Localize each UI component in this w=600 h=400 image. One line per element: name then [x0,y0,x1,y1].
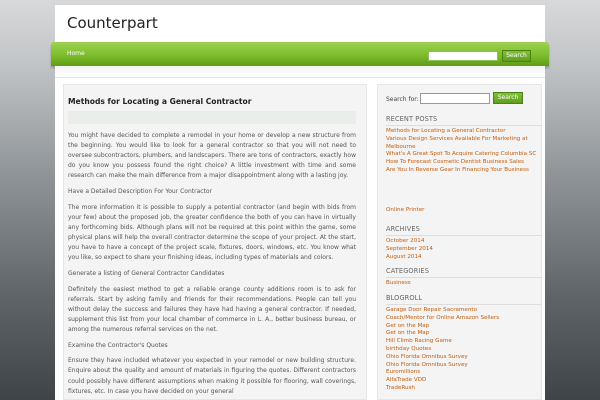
main-content [63,84,367,400]
archives-heading: ARCHIVES [386,225,541,236]
blogroll-link[interactable]: birthday Quotes [386,345,432,352]
blogroll-heading: BLOGROLL [386,294,541,305]
nav-shadow-strip [55,66,545,78]
post-subheading: Generate a listing of General Contractor Candidates [68,269,225,277]
post-subheading: Have a Detailed Description For Your Contractor [68,188,213,196]
recent-post-link[interactable]: Are You In Reverse Gear In Financing Your Business [386,166,529,173]
blogroll-link[interactable]: Ohio Florida Omnibus Survey [386,361,468,368]
content-area [55,78,545,400]
blogroll-link[interactable]: Get on the Map [386,322,430,329]
post-paragraph: Definitely the easiest method to get a reliable orange county additions room is to ask for referrals. Start by asking family and friends for their recommendations. People can tell you without delay the success and failures they have had having a general contractor. If needed, supplement this list from your local chamber of commerce in L. A., better business bureau, or among the numerous referral services on the net. [68,285,356,333]
blogroll-link[interactable]: Get on the Map [386,330,430,337]
nav-home-link[interactable]: Home [67,50,85,57]
post-subheading: Examine the Contractor's Quotes [68,341,168,349]
blogroll-link[interactable]: Ohio Florida Omnibus Survey [386,353,468,360]
online-printer-link[interactable]: Online Printer [386,207,425,213]
archive-link[interactable]: August 2014 [386,253,422,260]
recent-post-link[interactable]: What's A Great Spot To Acquire Catering Columbia SC [386,151,537,158]
recent-posts-section [386,115,541,175]
archive-link[interactable]: September 2014 [386,245,433,252]
blogroll-link[interactable]: Garage Door Repair Sacramento [386,307,478,313]
site-title[interactable]: Counterpart [67,14,158,32]
post-meta-bar [68,111,356,124]
post-title[interactable]: Methods for Locating a General Contractor [68,97,252,106]
blogroll-link[interactable]: TradeRush [386,384,415,391]
site-header [55,5,545,43]
archives-section [386,225,541,261]
sidebar-search-label: Search for: [386,96,419,103]
sidebar-search-input[interactable] [420,93,490,104]
recent-posts-heading: RECENT POSTS [386,115,541,126]
recent-post-link[interactable]: Methods for Locating a General Contractor [386,128,506,134]
post-paragraph: The more information it is possible to supply a potential contractor (and begin with bids from your few) about the proposed job, the greater confidence the both of you can have in virtually any forthcoming bids. Although plans will not be required at this point within the game, some physical plans will help the overall contractor determine the scope of your project. At the start, you have to have a concept of the project scale, fixtures, doors, windows, etc. You know what you like, so expect to share your finishing ideas, including types of materials and colors. [68,203,356,262]
blogroll-link[interactable]: Euromillions [386,369,421,376]
recent-post-link[interactable]: How To Forecast Cosmetic Dentist Business Sales [386,159,525,166]
categories-heading: CATEGORIES [386,267,541,278]
blogroll-section [386,294,541,393]
nav-search-button[interactable]: Search [502,50,531,62]
categories-section [386,267,541,288]
blogroll-link[interactable]: AlfaTrade VDD [386,377,427,384]
nav-bar [51,42,549,66]
post-paragraph: You might have decided to complete a remodel in your home or develop a new structure from the beginning. You would like to look for a general contractor so that you will not need to oversee subcontractors, plumbers, and landscapers. There are tons of contractors, exactly how do you know you possess found the right choice? A little investment with time and some research can make the main difference from a major disappointment along with a lasting joy. [68,132,356,180]
online-printer-section [386,207,541,215]
post-paragraph: Ensure they have included whatever you expected in your remodel or new building structure. Enquire about the quality and amount of materials in figuring the quotes. Different contractors could possibly have different assumptions when making it possible for flooring, wall coverings, fixtures, etc. In case you have decided on your general [68,357,356,395]
sidebar [377,84,542,400]
nav-search-input[interactable] [428,51,498,61]
sidebar-search-button[interactable]: Search [493,92,523,104]
category-link[interactable]: Business [386,280,411,286]
page-wrapper [55,5,545,400]
blogroll-link[interactable]: Hill Climb Racing Game [386,338,452,345]
blogroll-link[interactable]: Coach/Mentor for Online Amazon Sellers [386,314,500,321]
post-body [68,131,356,400]
recent-post-link[interactable]: Various Design Services Available For Marketing at Melbourne [386,135,528,150]
archive-link[interactable]: October 2014 [386,238,425,244]
